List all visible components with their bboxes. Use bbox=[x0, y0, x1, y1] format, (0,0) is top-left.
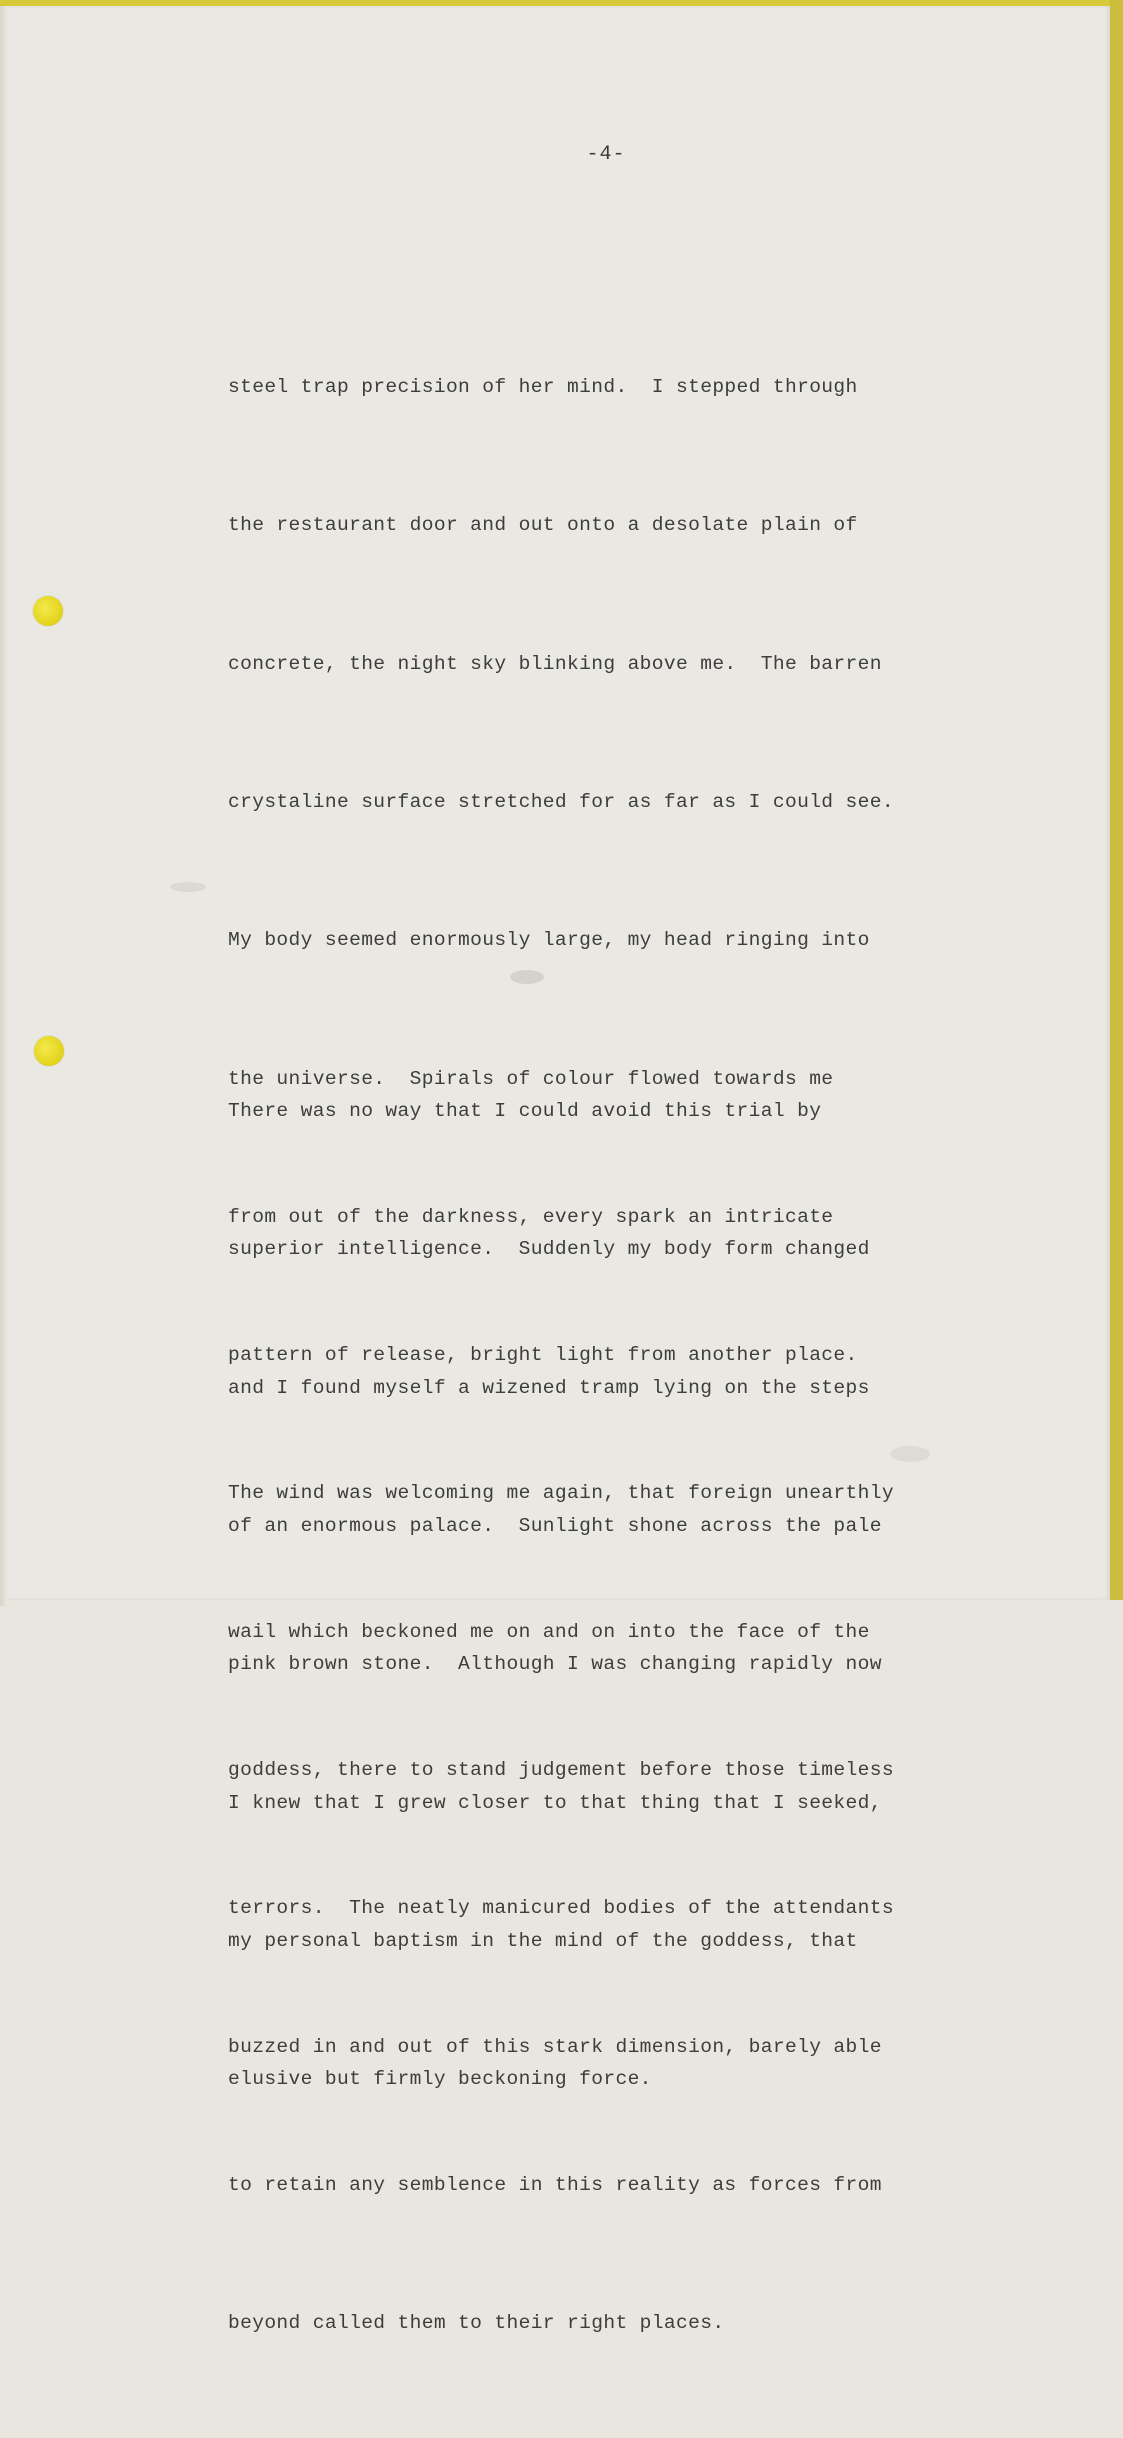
text-line: pink brown stone. Although I was changing rapidly now bbox=[228, 1653, 882, 1676]
text-line: superior intelligence. Suddenly my body form changed bbox=[228, 1238, 870, 1261]
page-number: -4- bbox=[586, 143, 626, 166]
page-left-shadow bbox=[0, 6, 8, 1606]
text-line: buzzed in and out of this stark dimension, barely able bbox=[228, 2035, 882, 2058]
text-line: My body seemed enormously large, my head ringing into bbox=[228, 929, 870, 952]
ink-smudge bbox=[890, 1446, 930, 1462]
text-line: crystaline surface stretched for as far as I could see. bbox=[228, 791, 894, 814]
paragraph-2 bbox=[228, 996, 882, 2194]
text-line: There was no way that I could avoid this trial by bbox=[228, 1100, 822, 1123]
text-line: from out of the darkness, every spark an intricate bbox=[228, 1205, 834, 1228]
text-line: goddess, there to stand judgement before those timeless bbox=[228, 1759, 894, 1781]
binder-edge bbox=[1110, 0, 1123, 1600]
text-line: pattern of release, bright light from another place. bbox=[228, 1344, 858, 1367]
text-line: to retain any semblence in this reality as forces from bbox=[228, 2173, 882, 2196]
ink-smudge bbox=[170, 882, 206, 892]
text-line: the restaurant door and out onto a desolate plain of bbox=[228, 514, 858, 537]
punch-hole bbox=[33, 596, 63, 626]
text-line: wail which beckoned me on and on into the face of the bbox=[228, 1620, 870, 1643]
text-line: I knew that I grew closer to that thing that I seeked, bbox=[228, 1791, 882, 1814]
text-line: beyond called them to their right places. bbox=[228, 2312, 725, 2335]
text-line: concrete, the night sky blinking above me. The barren bbox=[228, 652, 882, 675]
text-line: elusive but firmly beckoning force. bbox=[228, 2068, 652, 2091]
text-line: terrors. The neatly manicured bodies of the attendants bbox=[228, 1897, 894, 1920]
text-line: and I found myself a wizened tramp lying on the steps bbox=[228, 1376, 870, 1399]
punch-hole bbox=[34, 1036, 64, 1066]
text-line: The wind was welcoming me again, that foreign unearthly bbox=[228, 1482, 894, 1505]
text-line: my personal baptism in the mind of the goddess, that bbox=[228, 1929, 858, 1952]
text-line: steel trap precision of her mind. I stepped through bbox=[228, 376, 858, 399]
text-line: of an enormous palace. Sunlight shone across the pale bbox=[228, 1515, 882, 1538]
text-line: the universe. Spirals of colour flowed towards me bbox=[228, 1067, 834, 1090]
